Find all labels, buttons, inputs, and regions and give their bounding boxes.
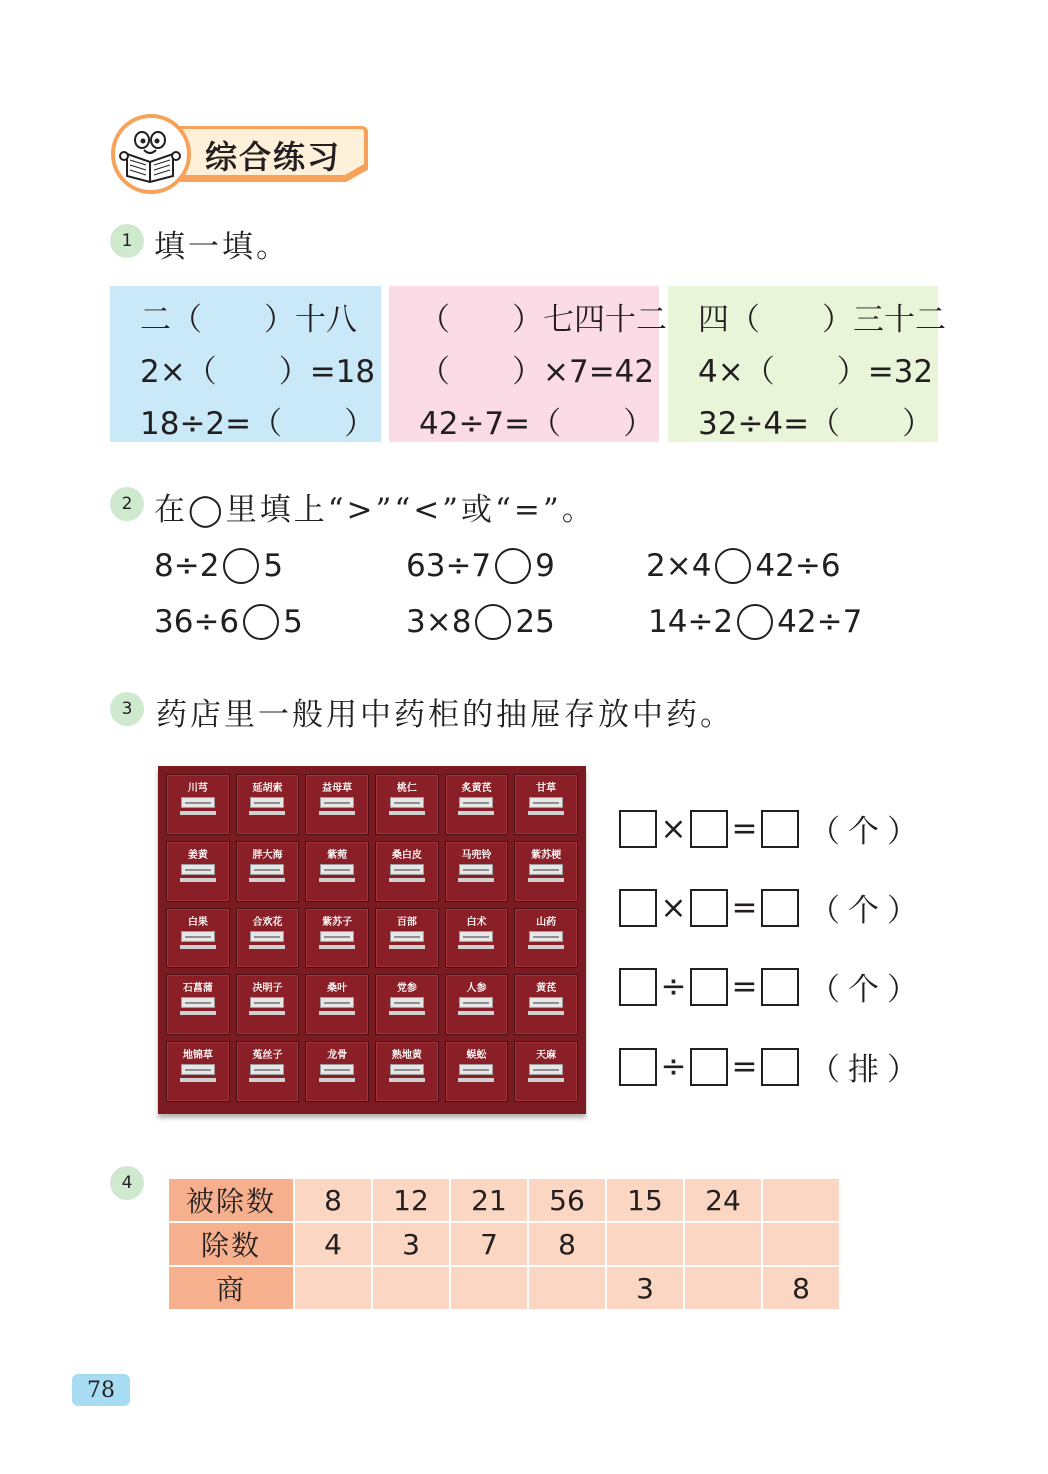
answer-circle[interactable]: [737, 604, 773, 640]
drawer-base: [180, 945, 216, 949]
comparison-left: 63÷7: [406, 548, 492, 584]
rhyme-line: 四（ ）三十二: [698, 302, 946, 338]
drawer-base: [180, 1078, 216, 1082]
answer-box[interactable]: [690, 810, 728, 848]
table-cell: 15: [606, 1178, 684, 1222]
drawer: [445, 774, 509, 835]
comparison-right: 5: [283, 604, 303, 640]
drawer-handle: [459, 997, 493, 1008]
drawer-handle: [529, 797, 563, 808]
drawer-handle: [320, 931, 354, 942]
operator: ÷: [660, 1048, 687, 1085]
drawer: [375, 908, 439, 969]
drawer-handle: [250, 931, 284, 942]
drawer: [445, 841, 509, 902]
drawer-handle: [459, 864, 493, 875]
answer-box[interactable]: [619, 889, 657, 927]
div-line: 42÷7=（ ）: [419, 406, 655, 442]
drawer-base: [458, 1078, 494, 1082]
drawer: [375, 974, 439, 1035]
comparison-left: 14÷2: [648, 604, 734, 640]
drawer-label: 党参: [396, 983, 417, 995]
table-row: [168, 1266, 840, 1310]
drawer-label: 桑叶: [327, 983, 348, 995]
row-header: 被除数: [168, 1178, 294, 1222]
operator: ×: [660, 810, 687, 847]
table-cell: 4: [294, 1222, 372, 1266]
operator: ÷: [660, 968, 687, 1005]
answer-circle[interactable]: [243, 604, 279, 640]
drawer: [166, 774, 230, 835]
drawer: [305, 841, 369, 902]
drawer: [166, 974, 230, 1035]
drawer-handle: [181, 997, 215, 1008]
drawer: [375, 841, 439, 902]
unit-label: （个）: [809, 814, 926, 850]
drawer-base: [458, 1011, 494, 1015]
comparison-item: [406, 548, 555, 584]
table-row: [168, 1222, 840, 1266]
medicine-cabinet: [158, 766, 586, 1114]
comparison-right: 25: [515, 604, 555, 640]
drawer-base: [389, 1078, 425, 1082]
drawer-handle: [529, 931, 563, 942]
table-cell: 3: [606, 1266, 684, 1310]
table-cell: 8: [294, 1178, 372, 1222]
drawer: [166, 841, 230, 902]
answer-box[interactable]: [619, 1048, 657, 1086]
drawer-base: [249, 1011, 285, 1015]
comparison-left: 36÷6: [154, 604, 240, 640]
table-cell: 24: [684, 1178, 762, 1222]
drawer-handle: [390, 997, 424, 1008]
comparison-right: 9: [535, 548, 555, 584]
table-cell: 8: [528, 1222, 606, 1266]
comparison-item: [648, 604, 862, 640]
equation-row: [619, 885, 926, 930]
table-cell: 7: [450, 1222, 528, 1266]
drawer-label: 决明子: [252, 983, 283, 995]
drawer-base: [249, 945, 285, 949]
answer-box[interactable]: [761, 968, 799, 1006]
drawer-label: 人参: [466, 983, 487, 995]
drawer-base: [319, 1078, 355, 1082]
division-table: [167, 1177, 841, 1311]
table-cell: 21: [450, 1178, 528, 1222]
drawer-label: 龙骨: [327, 1050, 348, 1062]
comparison-item: [406, 604, 555, 640]
drawer-base: [180, 878, 216, 882]
drawer: [445, 1041, 509, 1102]
row-header: 商: [168, 1266, 294, 1310]
answer-box[interactable]: [619, 968, 657, 1006]
drawer-handle: [459, 1064, 493, 1075]
drawer-handle: [529, 1064, 563, 1075]
answer-circle[interactable]: [715, 548, 751, 584]
drawer: [514, 774, 578, 835]
table-cell[interactable]: [762, 1222, 840, 1266]
drawer-label: 白术: [466, 916, 487, 928]
drawer: [514, 1041, 578, 1102]
table-cell[interactable]: [450, 1266, 528, 1310]
page-number: 78: [72, 1374, 130, 1406]
comparison-right: 42÷6: [755, 548, 841, 584]
table-cell: 8: [762, 1266, 840, 1310]
equation-row: [619, 1044, 926, 1089]
table-cell[interactable]: [762, 1178, 840, 1222]
section-title: 综合练习: [205, 138, 342, 176]
drawer-label: 合欢花: [252, 916, 283, 928]
multiplication-rhyme-box: [389, 286, 667, 442]
drawer-handle: [181, 1064, 215, 1075]
comparison-item: [154, 604, 303, 640]
comparison-item: [646, 548, 841, 584]
drawer-handle: [459, 931, 493, 942]
drawer-label: 熟地黄: [391, 1050, 422, 1062]
answer-circle[interactable]: [475, 604, 511, 640]
drawer: [166, 908, 230, 969]
comparison-left: 2×4: [646, 548, 712, 584]
drawer-handle: [390, 864, 424, 875]
answer-box[interactable]: [690, 889, 728, 927]
table-cell[interactable]: [606, 1222, 684, 1266]
drawer-base: [180, 1011, 216, 1015]
drawer: [445, 908, 509, 969]
answer-box[interactable]: [761, 889, 799, 927]
drawer: [514, 841, 578, 902]
drawer-label: 川芎: [187, 783, 208, 794]
drawer: [514, 908, 578, 969]
drawer-base: [249, 878, 285, 882]
drawer: [236, 774, 300, 835]
operator: ×: [660, 889, 687, 926]
drawer-base: [319, 1011, 355, 1015]
drawer: [236, 974, 300, 1035]
multiplication-rhyme-box: [110, 286, 381, 442]
drawer-handle: [529, 997, 563, 1008]
rhyme-line: 二（ ）十八: [140, 302, 357, 338]
question-instruction: 在◯里填上“>”“<”或“=”。: [154, 492, 596, 528]
drawer-handle: [250, 864, 284, 875]
drawer-base: [528, 945, 564, 949]
drawer-handle: [320, 864, 354, 875]
drawer-base: [249, 1078, 285, 1082]
drawer-base: [319, 945, 355, 949]
div-line: 32÷4=（ ）: [698, 406, 934, 442]
answer-circle[interactable]: [223, 548, 259, 584]
equals-sign: =: [731, 810, 758, 847]
unit-label: （个）: [809, 972, 926, 1008]
table-row: [168, 1178, 840, 1222]
drawer-base: [389, 878, 425, 882]
drawer-handle: [250, 797, 284, 808]
question-instruction: 填一填。: [154, 229, 290, 265]
drawer-label: 炙黄芪: [461, 783, 492, 794]
question-number: 1: [110, 224, 144, 258]
question-number: 3: [110, 692, 144, 726]
drawer-label: 胖大海: [252, 849, 283, 861]
drawer-handle: [181, 864, 215, 875]
answer-box[interactable]: [619, 810, 657, 848]
rhyme-line: （ ）七四十二: [419, 302, 667, 338]
div-line: 18÷2=（ ）: [140, 406, 376, 442]
drawer-label: 紫菀: [327, 849, 348, 861]
question-number: 4: [110, 1166, 144, 1200]
comparison-left: 8÷2: [154, 548, 220, 584]
drawer-handle: [390, 1064, 424, 1075]
drawer: [375, 774, 439, 835]
equation-row: [619, 806, 926, 851]
drawer-base: [528, 811, 564, 815]
equation-row: [619, 964, 926, 1009]
drawer: [236, 908, 300, 969]
drawer-base: [389, 945, 425, 949]
drawer: [236, 1041, 300, 1102]
drawer-handle: [320, 1064, 354, 1075]
drawer-handle: [250, 1064, 284, 1075]
drawer: [514, 974, 578, 1035]
drawer-label: 百部: [396, 916, 417, 928]
table-cell[interactable]: [528, 1266, 606, 1310]
drawer-base: [458, 811, 494, 815]
drawer: [166, 1041, 230, 1102]
drawer-base: [458, 945, 494, 949]
question-instruction: 药店里一般用中药柜的抽屉存放中药。: [156, 697, 734, 733]
book-character-icon: [111, 114, 191, 194]
table-cell[interactable]: [372, 1266, 450, 1310]
drawer-handle: [320, 997, 354, 1008]
table-cell[interactable]: [684, 1266, 762, 1310]
comparison-item: [154, 548, 283, 584]
drawer-label: 桑白皮: [391, 849, 422, 861]
row-header: 除数: [168, 1222, 294, 1266]
mult-line: 4×（ ）=32: [698, 354, 934, 390]
drawer-label: 姜黄: [187, 849, 208, 861]
drawer-base: [319, 811, 355, 815]
mult-line: 2×（ ）=18: [140, 354, 376, 390]
comparison-right: 5: [263, 548, 284, 584]
drawer: [305, 908, 369, 969]
question-number: 2: [110, 487, 144, 521]
multiplication-rhyme-box: [668, 286, 946, 442]
answer-box[interactable]: [761, 810, 799, 848]
answer-box[interactable]: [761, 1048, 799, 1086]
drawer-label: 甘草: [536, 783, 557, 794]
drawer-base: [528, 1078, 564, 1082]
drawer-handle: [390, 931, 424, 942]
drawer: [305, 774, 369, 835]
table-cell[interactable]: [684, 1222, 762, 1266]
drawer-label: 蜈蚣: [466, 1050, 487, 1062]
answer-box[interactable]: [690, 1048, 728, 1086]
drawer-label: 紫苏子: [322, 916, 353, 928]
drawer-handle: [529, 864, 563, 875]
drawer-base: [528, 1011, 564, 1015]
drawer-base: [458, 878, 494, 882]
table-cell: 56: [528, 1178, 606, 1222]
drawer-label: 紫苏梗: [531, 849, 562, 861]
drawer-label: 山药: [536, 916, 557, 928]
table-cell[interactable]: [294, 1266, 372, 1310]
drawer-base: [389, 1011, 425, 1015]
drawer-handle: [181, 931, 215, 942]
drawer-handle: [459, 797, 493, 808]
answer-circle[interactable]: [495, 548, 531, 584]
mult-line: （ ）×7=42: [419, 354, 655, 390]
drawer-base: [249, 811, 285, 815]
drawer-label: 地锦草: [182, 1050, 213, 1062]
unit-label: （排）: [809, 1052, 926, 1088]
drawer-label: 白果: [187, 916, 208, 928]
drawer: [375, 1041, 439, 1102]
unit-label: （个）: [809, 893, 926, 929]
drawer-handle: [181, 797, 215, 808]
drawer: [236, 841, 300, 902]
drawer-base: [319, 878, 355, 882]
drawer-label: 菟丝子: [252, 1050, 283, 1062]
table-cell: 12: [372, 1178, 450, 1222]
drawer-label: 延胡索: [252, 783, 283, 794]
drawer-label: 马兜铃: [461, 849, 492, 861]
drawer-base: [528, 878, 564, 882]
equals-sign: =: [731, 889, 758, 926]
comparison-right: 42÷7: [777, 604, 863, 640]
drawer-label: 桃仁: [396, 783, 417, 794]
drawer-handle: [390, 797, 424, 808]
drawer: [305, 1041, 369, 1102]
comparison-left: 3×8: [406, 604, 472, 640]
drawer-label: 石菖蒲: [182, 983, 213, 995]
equals-sign: =: [731, 968, 758, 1005]
drawer-label: 黄芪: [536, 983, 557, 995]
drawer-label: 天麻: [536, 1050, 557, 1062]
drawer-handle: [250, 997, 284, 1008]
table-cell: 3: [372, 1222, 450, 1266]
drawer: [445, 974, 509, 1035]
answer-box[interactable]: [690, 968, 728, 1006]
equals-sign: =: [731, 1048, 758, 1085]
drawer-base: [389, 811, 425, 815]
drawer: [305, 974, 369, 1035]
drawer-base: [180, 811, 216, 815]
drawer-label: 益母草: [322, 783, 353, 794]
drawer-handle: [320, 797, 354, 808]
